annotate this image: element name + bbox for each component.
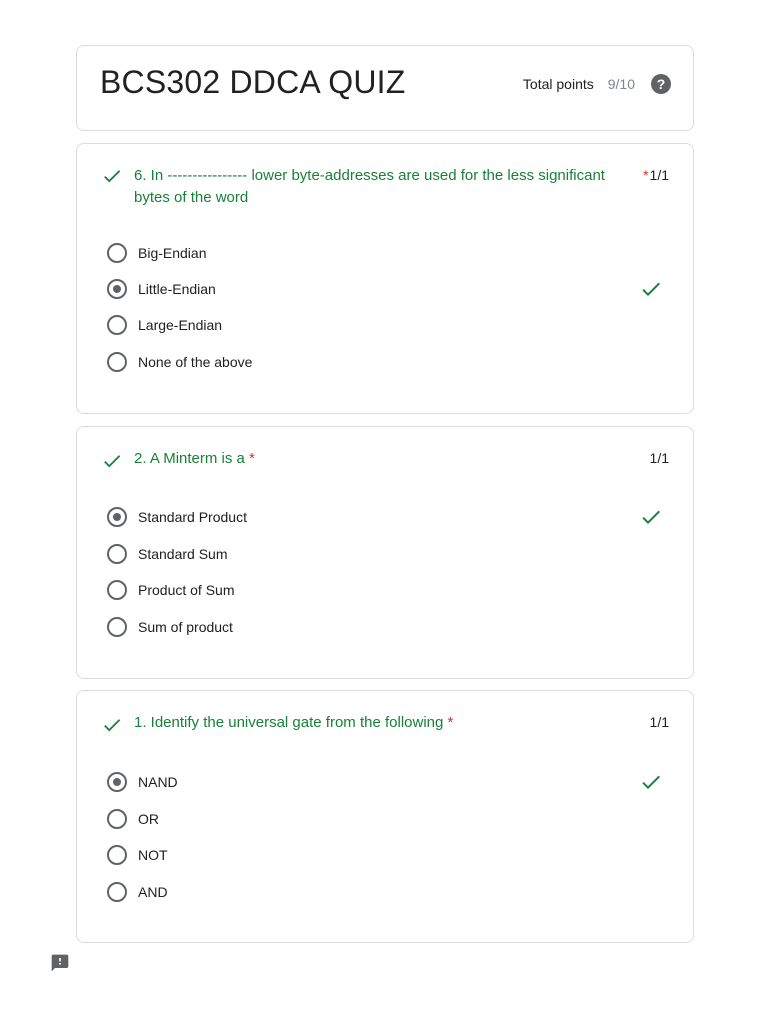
- answer-option[interactable]: [107, 276, 663, 302]
- check-icon: [101, 165, 123, 187]
- radio-button[interactable]: [107, 352, 127, 372]
- option-label: NAND: [138, 774, 178, 790]
- question-score: *1/1: [643, 167, 669, 183]
- radio-button[interactable]: [107, 809, 127, 829]
- answer-option[interactable]: [107, 614, 663, 640]
- question-card: [76, 426, 694, 679]
- question-score: 1/1: [649, 714, 669, 730]
- answer-option[interactable]: [107, 769, 663, 795]
- radio-button-selected[interactable]: [107, 772, 127, 792]
- option-label: NOT: [138, 847, 168, 863]
- radio-button[interactable]: [107, 617, 127, 637]
- question-text: 2. A Minterm is a *: [134, 450, 255, 467]
- option-label: OR: [138, 811, 159, 827]
- option-label: Sum of product: [138, 619, 233, 635]
- quiz-header-card: [76, 45, 694, 131]
- option-label: Product of Sum: [138, 582, 235, 598]
- question-card: [76, 690, 694, 943]
- answer-option[interactable]: [107, 312, 663, 338]
- option-label: None of the above: [138, 354, 253, 370]
- radio-button[interactable]: [107, 882, 127, 902]
- correct-check-icon: [639, 770, 663, 794]
- radio-button-selected[interactable]: [107, 279, 127, 299]
- correct-check-icon: [639, 505, 663, 529]
- answer-option[interactable]: [107, 349, 663, 375]
- answer-option[interactable]: [107, 541, 663, 567]
- answer-option[interactable]: [107, 577, 663, 603]
- help-icon[interactable]: ?: [651, 74, 671, 94]
- page-title: BCS302 DDCA QUIZ: [100, 64, 406, 100]
- question-score: 1/1: [649, 450, 669, 466]
- option-label: AND: [138, 884, 168, 900]
- total-points: [523, 74, 671, 94]
- radio-button[interactable]: [107, 315, 127, 335]
- correct-check-icon: [639, 277, 663, 301]
- answer-option[interactable]: [107, 806, 663, 832]
- option-label: Standard Product: [138, 509, 247, 525]
- total-points-score: 9/10: [607, 76, 635, 92]
- question-text: 6. In ---------------- lower byte-addresses are used for the less significant bytes of the word: [134, 167, 605, 206]
- radio-button[interactable]: [107, 845, 127, 865]
- option-label: Little-Endian: [138, 281, 216, 297]
- option-label: Big-Endian: [138, 245, 207, 261]
- answer-option[interactable]: [107, 879, 663, 905]
- answer-option[interactable]: [107, 842, 663, 868]
- option-label: Large-Endian: [138, 317, 223, 333]
- radio-button[interactable]: [107, 243, 127, 263]
- answer-option[interactable]: [107, 240, 663, 266]
- total-points-label: Total points: [522, 76, 594, 92]
- radio-button[interactable]: [107, 580, 127, 600]
- feedback-icon[interactable]: [50, 953, 70, 973]
- question-text: 1. Identify the universal gate from the following *: [134, 714, 454, 731]
- answer-option[interactable]: [107, 504, 663, 530]
- option-label: Standard Sum: [138, 546, 228, 562]
- radio-button[interactable]: [107, 544, 127, 564]
- radio-button-selected[interactable]: [107, 507, 127, 527]
- check-icon: [101, 714, 123, 736]
- check-icon: [101, 450, 123, 472]
- question-card: [76, 143, 694, 414]
